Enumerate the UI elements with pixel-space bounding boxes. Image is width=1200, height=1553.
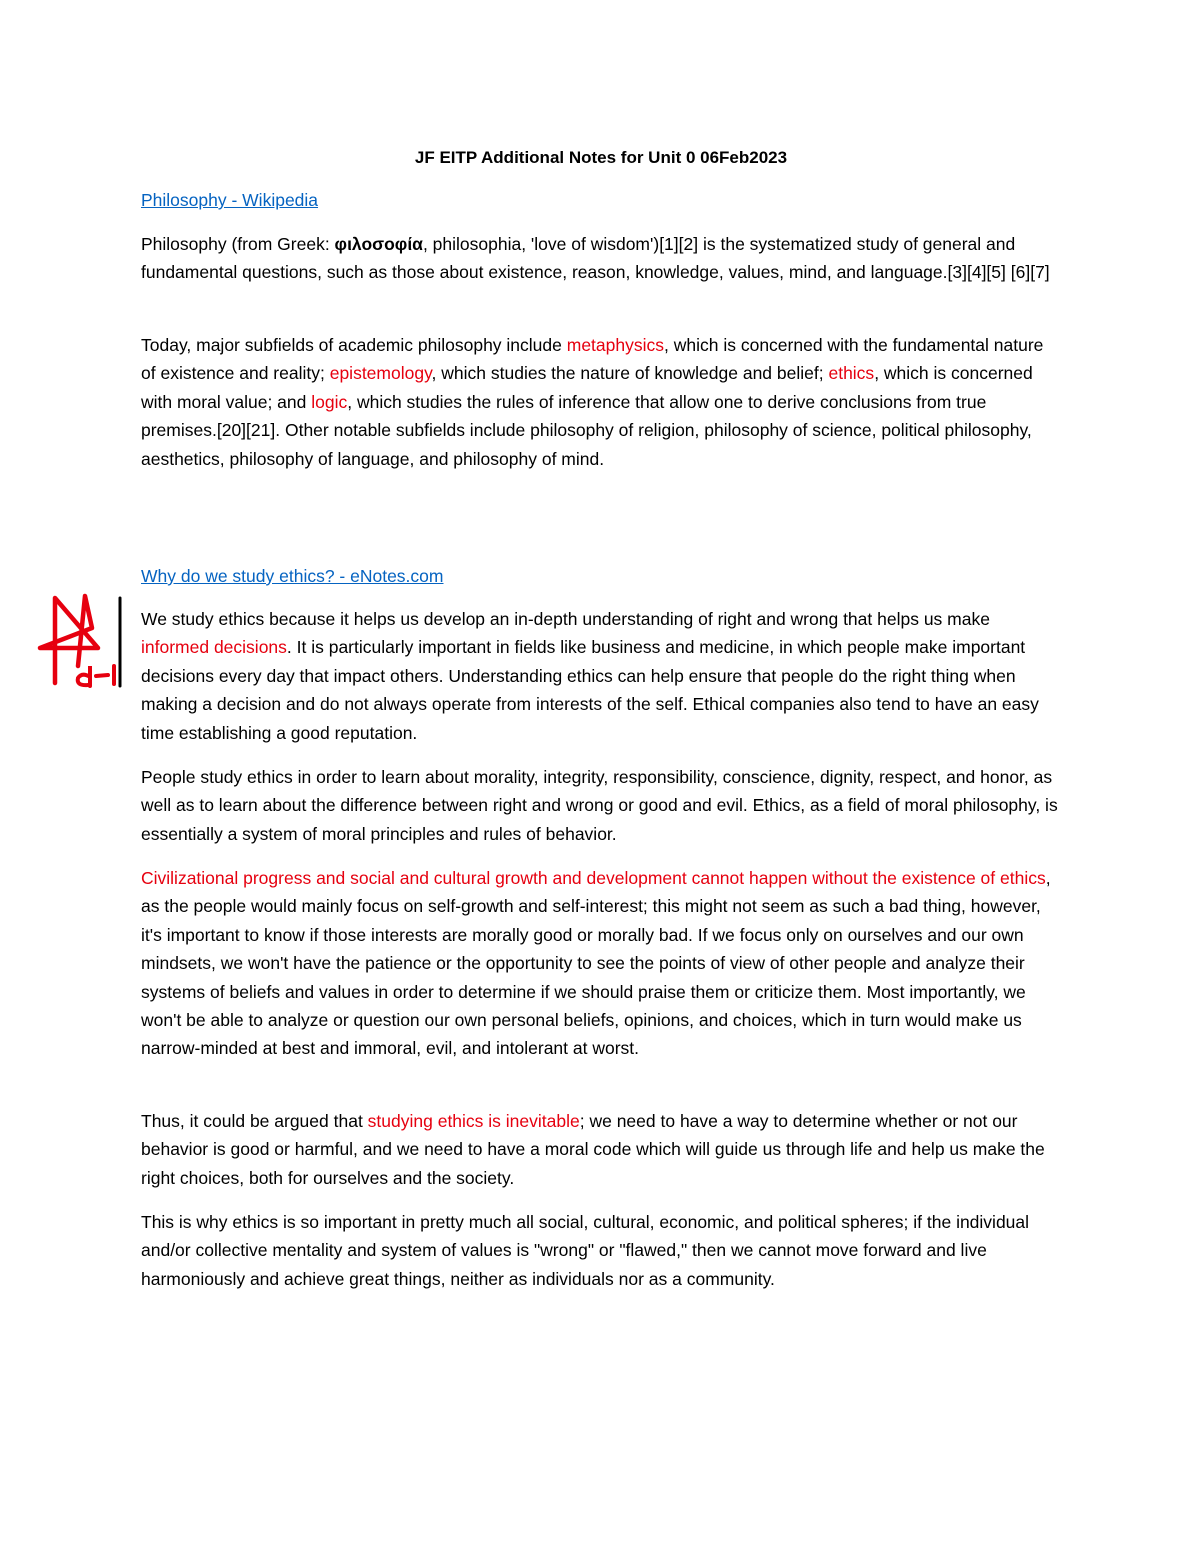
- p1-text-b: , philosophia, 'love of wisdom'): [422, 234, 660, 254]
- enotes-link-container: [141, 562, 443, 590]
- civilizational-progress-paragraph: [141, 864, 1061, 1063]
- p2-text-a: Today, major subfields of academic philosophy include: [141, 335, 567, 355]
- p1-references-1: [1][2]: [659, 234, 699, 254]
- p2-text-f: . Other notable subfields include philosophy of religion, philosophy of science, political philosophy, aesthetics, philosophy of language, and philosophy of mind.: [141, 420, 1032, 469]
- p5-text-a: , as the people would mainly focus on self-growth and self-interest; this might not seem as such a bad thing, however, it's important to know if those interests are morally good or morally bad. If we focus only on ourselves and our own mindsets, we won't have the patience or the opportunity to see the points of view of other people and analyze their systems of beliefs and values in order to determine if we should praise them or criticize them. Most importantly, we won't be able to analyze or question our own personal beliefs, opinions, and choices, which in turn would make us narrow-minded at best and immoral, evil, and intolerant at worst.: [141, 868, 1051, 1059]
- initial-d: [78, 666, 90, 686]
- people-study-ethics-paragraph: People study ethics in order to learn about morality, integrity, responsibility, conscience, dignity, respect, and honor, as well as to learn about the difference between right and wrong or good and evil. Ethics, as a field of moral philosophy, is essentially a system of moral principles and rules of behavior.: [141, 767, 1058, 844]
- p3-text-a: We study ethics because it helps us develop an in-depth understanding of right and wrong that helps us make: [141, 609, 990, 629]
- handwritten-star-annotation: [30, 588, 130, 690]
- why-study-ethics-paragraph: [141, 605, 1061, 747]
- why-study-ethics-link[interactable]: Why do we study ethics? - eNotes.com: [141, 566, 444, 586]
- p2-text-e: , which studies the rules of inference that allow one to derive conclusions from true premises.: [141, 391, 987, 441]
- ethics-importance-paragraph: This is why ethics is so important in pretty much all social, cultural, economic, and political spheres; if the individual and/or collective mentality and system of values is "wrong" or "flawed," then we cannot move forward and live harmoniously and achieve great things, neither as individuals nor as a community.: [141, 1212, 1030, 1289]
- highlight-metaphysics: metaphysics: [566, 335, 665, 355]
- philosophy-wikipedia-link[interactable]: Philosophy - Wikipedia: [141, 190, 319, 210]
- philosophy-definition-paragraph: [141, 230, 1061, 287]
- p2-text-c: , which studies the nature of knowledge and belief;: [431, 363, 829, 384]
- p1-references-2: [3][4][5] [6][7]: [947, 262, 1050, 283]
- p1-text-a: Philosophy (from Greek:: [141, 234, 335, 254]
- highlight-ethics: ethics: [828, 363, 875, 384]
- subfields-paragraph: [141, 331, 1061, 473]
- document-title: JF EITP Additional Notes for Unit 0 06Feb2023: [414, 148, 788, 167]
- highlight-logic: logic: [311, 391, 348, 412]
- initial-dash: [96, 675, 108, 676]
- p2-references: [20][21]: [216, 420, 276, 441]
- greek-word: φιλοσοφία: [334, 234, 423, 254]
- p3-text-b: . It is particularly important in fields like business and medicine, in which people make important decisions every day that impact others. Understanding ethics can help ensure that people do the right thing when making a decision and do not always operate from interests of the self. Ethical companies also tend to have an easy time establishing a good reputation.: [141, 637, 1039, 743]
- highlight-civilizational-progress: Civilizational progress and social and cultural growth and development cannot happen without the existence of ethics: [141, 868, 1046, 888]
- p2-text-b: , which is concerned with the fundamental nature of existence and reality;: [141, 335, 1044, 384]
- highlight-informed-decisions: informed decisions: [141, 637, 287, 658]
- initials-strokes: [78, 666, 114, 686]
- ethics-inevitable-paragraph: [141, 1107, 1061, 1192]
- p6-text-a: Thus, it could be argued that: [141, 1111, 368, 1131]
- p1-text-c: is the systematized study of general and fundamental questions, such as those about existence, reason, knowledge, values, mind, and language.: [141, 234, 1016, 283]
- wikipedia-link-container: [141, 186, 318, 214]
- highlight-epistemology: epistemology: [329, 363, 432, 384]
- p2-text-d: , which is concerned with moral value; and: [141, 363, 1033, 412]
- highlight-studying-ethics-inevitable: studying ethics is inevitable: [367, 1111, 580, 1131]
- p6-text-b: ; we need to have a way to determine whether or not our behavior is good or harmful, and we need to have a moral code which will guide us through life and help us make the right choices, both for ourselves and the society.: [141, 1111, 1045, 1188]
